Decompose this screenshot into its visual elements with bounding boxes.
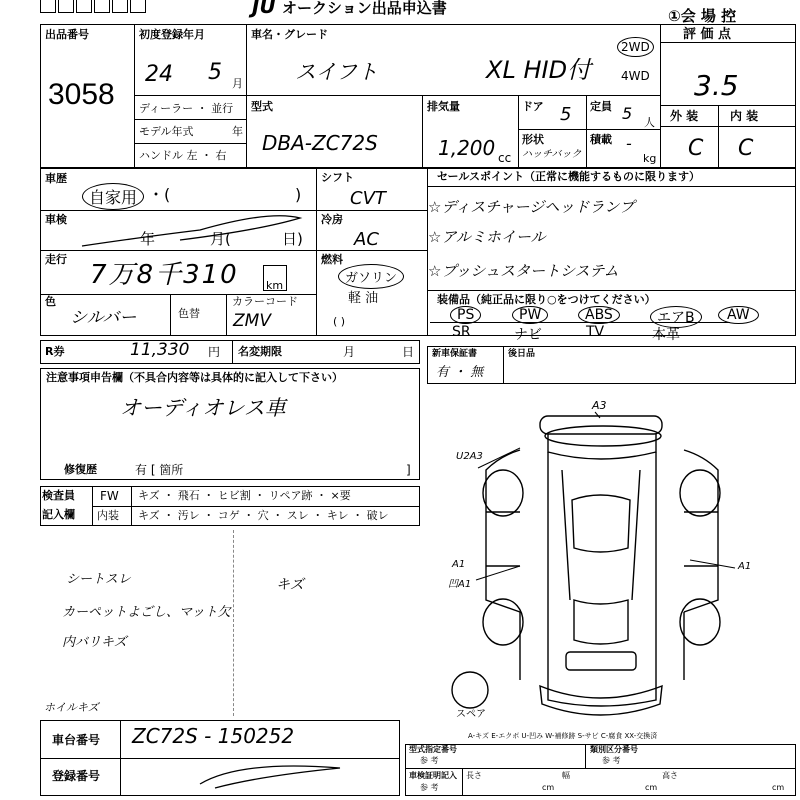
car-name: スイフト — [295, 60, 378, 84]
class-designation-ref: 参 考 — [602, 756, 621, 765]
registration-month-unit: 月 — [232, 77, 243, 90]
inspection-day: 日) — [282, 230, 303, 248]
repair-history-close: ] — [406, 463, 411, 477]
lot-number: 3058 — [48, 78, 115, 111]
equip-sr: SR — [452, 324, 471, 340]
registration-number-label: 登録番号 — [52, 769, 101, 783]
equip-leather: 本革 — [652, 327, 680, 343]
chassis-number: ZC72S - 150252 — [132, 724, 295, 748]
equip-pw: PW — [512, 306, 548, 324]
recycle-label: R券 — [45, 345, 65, 358]
model-designation-ref: 参 考 — [420, 756, 439, 765]
shape-value: ハッチバック — [522, 149, 582, 160]
width-unit: cm — [645, 783, 658, 792]
color-code: ZMV — [233, 311, 271, 331]
car-name-label: 車名・グレード — [251, 28, 328, 41]
displacement-label: 排気量 — [427, 100, 460, 113]
damage-legend: A-キズ E-エクボ U-凹み W-補修跡 S-サビ C-腐食 XX-交換済 — [468, 732, 658, 740]
inspector-entry-label: 記入欄 — [42, 508, 75, 521]
remark-3: 内バリキズ — [62, 635, 127, 650]
remark-1: シートスレ — [66, 572, 131, 587]
equip-navi: ナビ — [514, 327, 542, 343]
height-label: 高さ — [662, 771, 678, 780]
sales-point-1: ☆ディスチャージヘッドランプ — [428, 198, 635, 216]
inspector-fw-items: キズ ・ 飛石 ・ ヒビ割 ・ リペア跡 ・ ×要 — [138, 489, 351, 502]
registration-month: 5 — [208, 60, 222, 85]
first-registration-label: 初度登録年月 — [139, 28, 205, 41]
drive-2wd-circled: 2WD — [617, 37, 654, 57]
certificate-ref: 参 考 — [420, 783, 439, 792]
capacity-value: 5 — [622, 104, 633, 123]
grade: XL HID付 — [486, 56, 592, 84]
repair-history-label: 修復歴 — [64, 463, 97, 476]
inspector-label: 検査員 — [42, 489, 75, 502]
model-code: DBA-ZC72S — [262, 131, 378, 155]
mileage-value: 7万8千310 — [90, 260, 239, 290]
shift-label: シフト — [321, 171, 354, 184]
damage-mark-left-front: U2A3 — [456, 451, 483, 462]
damage-mark-right-door: A1 — [738, 561, 752, 572]
capacity-label: 定員 — [590, 100, 612, 113]
height-unit: cm — [772, 783, 785, 792]
model-designation-label: 型式指定番号 — [409, 745, 457, 754]
aircon-value: AC — [354, 229, 379, 250]
name-change-month: 月 — [343, 345, 356, 359]
inspector-interior: 内装 — [97, 509, 119, 522]
equip-airbag: エアB — [650, 306, 702, 328]
equip-aw: AW — [718, 306, 759, 324]
exterior-grade: C — [688, 136, 704, 161]
load-unit: kg — [643, 152, 657, 165]
form-title: オークション出品申込書 — [282, 0, 447, 17]
notes-label: 注意事項申告欄（不具合内容等は具体的に記入して下さい） — [46, 371, 343, 384]
damage-mark-left-count: 凹A1 — [448, 579, 472, 590]
remark-2: カーペットよごし、マット欠 — [62, 605, 231, 620]
chassis-label: 車台番号 — [52, 733, 101, 747]
sales-point-2: ☆アルミホイール — [428, 228, 546, 246]
length-unit: cm — [542, 783, 555, 792]
equipment-label: 装備品（純正品に限り○をつけてください） — [437, 293, 656, 306]
drive-4wd: 4WD — [621, 69, 650, 83]
color-label: 色 — [45, 295, 56, 308]
equip-ps: PS — [450, 306, 481, 324]
equip-abs: ABS — [578, 306, 620, 324]
shift-value: CVT — [350, 188, 386, 209]
warranty-value: 有 ・ 無 — [436, 365, 484, 380]
inspection-label: 車検 — [45, 213, 67, 226]
dealer-label: ディーラー ・ 並行 — [139, 102, 234, 115]
warranty-label: 新車保証書 — [432, 349, 478, 359]
color-code-label: カラーコード — [232, 295, 298, 308]
interior-grade: C — [738, 136, 754, 161]
spare-label: スペア — [456, 709, 486, 720]
doors-label: ドア — [522, 100, 544, 113]
doors-value: 5 — [560, 104, 572, 125]
model-year-label: モデル年式 — [139, 125, 194, 138]
aircon-label: 冷房 — [321, 213, 343, 226]
fuel-diesel: 軽 油 — [348, 291, 379, 306]
model-label: 型式 — [251, 100, 273, 113]
displacement-value: 1,200 — [438, 136, 496, 160]
remark-right: キズ — [276, 577, 304, 593]
name-change-label: 名変期限 — [238, 345, 282, 358]
notes-text: オーディオレス車 — [120, 396, 286, 420]
inspector-interior-items: キズ ・ 汚レ ・ コゲ ・ 穴 ・ スレ ・ キレ ・ 破レ — [138, 509, 389, 522]
color-change-label: 色替 — [178, 307, 200, 320]
load-value: - — [626, 134, 632, 153]
remark-4: ホイルキズ — [44, 701, 99, 714]
inspector-fw: FW — [100, 489, 119, 503]
color-value: シルバー — [70, 308, 137, 328]
later-docs-label: 後日品 — [508, 349, 536, 359]
history-close: ) — [295, 185, 302, 204]
length-label: 長さ — [466, 771, 482, 780]
history-other: ・( — [148, 185, 171, 204]
history-label: 車歴 — [45, 172, 67, 185]
class-designation-label: 類別区分番号 — [590, 745, 638, 754]
model-year-unit: 年 — [232, 125, 243, 138]
equip-tv: TV — [586, 324, 605, 340]
fuel-label: 燃料 — [321, 253, 343, 266]
sales-point-label: セールスポイント（正常に機能するものに限ります） — [437, 170, 701, 183]
venue-copy-label: ①会 場 控 — [668, 7, 737, 25]
exterior-label: 外 装 — [670, 109, 699, 123]
handle-label: ハンドル 左 ・ 右 — [139, 149, 227, 162]
damage-mark-front: A3 — [592, 399, 607, 412]
sales-point-3: ☆プッシュスタートシステム — [428, 262, 619, 280]
repair-history-value: 有 [ 箇所 — [135, 463, 184, 477]
lot-number-label: 出品番号 — [45, 28, 89, 41]
load-label: 積載 — [590, 133, 612, 146]
rating-score: 3.5 — [694, 69, 739, 102]
inspection-month: 月( — [210, 230, 231, 248]
history-private-circled: 自家用 — [82, 183, 144, 210]
fuel-gasoline-circled: ガソリン — [338, 264, 404, 289]
certificate-label: 車検証明記入 — [409, 771, 457, 780]
displacement-unit: cc — [498, 151, 512, 165]
inspection-year: 年 — [140, 230, 156, 248]
name-change-day: 日 — [402, 345, 415, 359]
recycle-value: 11,330 — [130, 340, 190, 360]
recycle-unit: 円 — [208, 345, 221, 359]
ju-logo: JU — [252, 0, 276, 18]
width-label: 幅 — [562, 771, 570, 780]
mileage-unit: km — [266, 279, 284, 292]
mileage-label: 走行 — [45, 253, 67, 266]
damage-mark-left-door: A1 — [452, 559, 466, 570]
capacity-unit: 人 — [644, 116, 655, 129]
registration-year: 24 — [145, 62, 173, 87]
fuel-other: ( ) — [333, 315, 346, 328]
shape-label: 形状 — [522, 133, 544, 146]
rating-label: 評 価 点 — [683, 27, 732, 42]
interior-label: 内 装 — [730, 109, 759, 123]
